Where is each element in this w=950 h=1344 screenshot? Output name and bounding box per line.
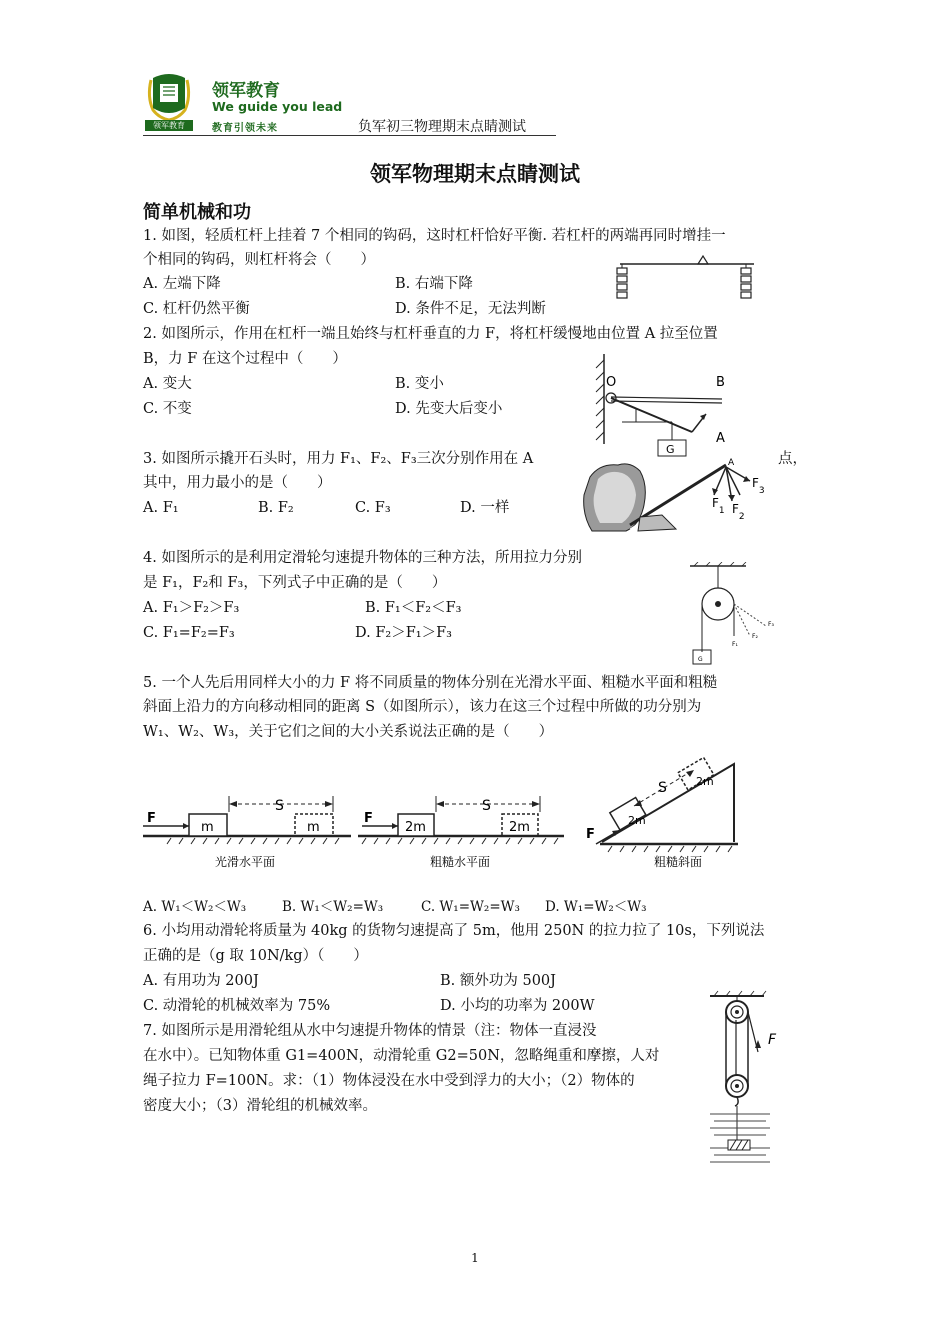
- q5-fig3-mass-moved: 2m: [696, 775, 714, 788]
- q3-line1-end: 点，: [778, 451, 807, 467]
- q5-option-b: B. W₁＜W₂=W₃: [282, 899, 384, 915]
- q5-fig1-mass-moved: m: [307, 820, 320, 835]
- q1-option-b: B. 右端下降: [395, 276, 473, 292]
- q4-option-b: B. F₁＜F₂＜F₃: [365, 600, 462, 616]
- q4-option-c: C. F₁=F₂=F₃: [143, 625, 235, 641]
- header-rule: [143, 135, 556, 136]
- q4-option-d: D. F₂＞F₁＞F₃: [355, 625, 452, 641]
- q4-option-a: A. F₁＞F₂＞F₃: [143, 600, 240, 616]
- q1-lever-figure: [612, 252, 762, 304]
- page-number: 1: [471, 1251, 479, 1265]
- q2-option-b: B. 变小: [395, 376, 444, 392]
- q2-line2: B，力 F 在这个过程中（ ）: [143, 351, 347, 367]
- q5-line2: 斜面上沿力的方向移动相同的距离 S（如图所示），该力在这三个过程中所做的功分别为: [143, 699, 702, 715]
- q2-fig-label-o: O: [606, 375, 617, 390]
- q7-pulley-water-figure: [700, 990, 790, 1172]
- logo-en: We guide you lead: [212, 99, 343, 114]
- q5-incline-figure: [582, 752, 752, 872]
- q5-fig2-caption: 粗糙水平面: [430, 855, 491, 869]
- q7-fig-label-f: F: [768, 1032, 777, 1048]
- q5-fig3-caption: 粗糙斜面: [654, 855, 703, 869]
- q2-option-c: C. 不变: [143, 401, 192, 417]
- q6-option-d: D. 小均的功率为 200W: [440, 998, 595, 1014]
- q6-line2: 正确的是（g 取 10N/kg）（ ）: [143, 948, 368, 964]
- q3-crowbar-figure: [578, 455, 778, 535]
- q5-option-a: A. W₁＜W₂＜W₃: [143, 899, 247, 915]
- logo-cn: 领军教育: [212, 81, 280, 101]
- q3-fig-label-f1: $F_1$: [712, 496, 725, 516]
- q2-fig-label-a: A: [716, 431, 725, 446]
- q7-line1: 7. 如图所示是用滑轮组从水中匀速提升物体的情景（注：物体一直浸没: [143, 1023, 597, 1039]
- logo-badge-text: 领军教育: [153, 121, 185, 130]
- doc-header-title: 负军初三物理期末点睛测试: [358, 119, 526, 135]
- q2-line1: 2. 如图所示，作用在杠杆一端且始终与杠杆垂直的力 F，将杠杆缓慢地由位置 A 拉至位置: [143, 326, 718, 342]
- q2-fig-label-b: B: [716, 375, 725, 390]
- q1-line1: 1. 如图，轻质杠杆上挂着 7 个相同的钩码，这时杠杆恰好平衡. 若杠杆的两端再同时增挂一: [143, 228, 726, 244]
- q5-fig3-mass: 2m: [628, 814, 646, 827]
- q7-line3: 绳子拉力 F=100N。求：（1）物体浸没在水中受到浮力的大小；（2）物体的: [143, 1073, 635, 1089]
- q7-line2: 在水中）。已知物体重 G1=400N，动滑轮重 G2=50N，忽略绳重和摩擦，人对: [143, 1048, 660, 1064]
- q1-option-c: C. 杠杆仍然平衡: [143, 301, 250, 317]
- q1-option-a: A. 左端下降: [143, 276, 221, 292]
- q3-fig-label-a: A: [728, 458, 735, 468]
- q2-option-d: D. 先变大后变小: [395, 401, 503, 417]
- logo-slogan: 教育引领未来: [212, 123, 278, 134]
- q4-line1: 4. 如图所示的是利用定滑轮匀速提升物体的三种方法，所用拉力分别: [143, 550, 582, 566]
- q6-option-b: B. 额外功为 500J: [440, 973, 556, 989]
- q5-option-d: D. W₁=W₂＜W₃: [545, 899, 647, 915]
- q4-pulley-figure: [686, 562, 786, 666]
- q5-fig2-mass: 2m: [405, 820, 426, 835]
- q5-line1: 5. 一个人先后用同样大小的力 F 将不同质量的物体分别在光滑水平面、粗糙水平面和粗糙: [143, 675, 718, 691]
- q4-fig-label-f2: F₂: [752, 633, 758, 640]
- q2-lever-figure: [592, 352, 742, 462]
- q4-fig-label-f1: F₁: [732, 641, 738, 648]
- q5-line3: W₁、W₂、W₃，关于它们之间的大小关系说法正确的是（ ）: [143, 724, 554, 740]
- q5-option-c: C. W₁=W₂=W₃: [421, 899, 520, 915]
- q5-fig1-mass: m: [201, 820, 214, 835]
- q5-fig2-label-s: S: [482, 798, 491, 814]
- logo: [143, 72, 195, 132]
- q2-fig-label-g: G: [666, 443, 675, 456]
- q5-fig3-label-f: F: [586, 827, 595, 842]
- q3-option-c: C. F₃: [355, 500, 391, 516]
- q3-option-d: D. 一样: [460, 500, 510, 516]
- q2-option-a: A. 变大: [143, 376, 192, 392]
- q3-option-a: A. F₁: [143, 500, 179, 516]
- q5-fig1-label-f: F: [147, 811, 156, 826]
- q6-option-c: C. 动滑轮的机械效率为 75%: [143, 998, 331, 1014]
- q7-line4: 密度大小；（3）滑轮组的机械效率。: [143, 1098, 377, 1114]
- q1-option-d: D. 条件不足，无法判断: [395, 301, 546, 317]
- section-heading: 简单机械和功: [143, 202, 251, 223]
- q5-fig2-mass-moved: 2m: [509, 820, 530, 835]
- q3-fig-label-f2: $F_2$: [732, 502, 745, 522]
- q3-line2: 其中，用力最小的是（ ）: [143, 475, 332, 491]
- q3-fig-label-f3: $F_3$: [752, 476, 765, 496]
- q4-fig-label-f3: F₃: [768, 621, 774, 628]
- q5-fig1-caption: 光滑水平面: [215, 855, 276, 869]
- q5-fig2-label-f: F: [364, 811, 373, 826]
- q3-option-b: B. F₂: [258, 500, 294, 516]
- q5-smooth-surface-figure: [143, 790, 355, 872]
- q6-line1: 6. 小均用动滑轮将质量为 40kg 的货物匀速提高了 5m，他用 250N 的拉力拉了 10s，下列说法: [143, 923, 765, 939]
- q6-option-a: A. 有用功为 200J: [143, 973, 259, 989]
- q5-rough-surface-figure: [358, 790, 570, 872]
- q5-fig3-label-s: S: [658, 780, 667, 796]
- q1-line2: 个相同的钩码，则杠杆将会（ ）: [143, 252, 375, 268]
- page-title: 领军物理期末点睛测试: [370, 162, 580, 186]
- q4-fig-label-g: G: [698, 656, 703, 663]
- q5-fig1-label-s: S: [275, 798, 284, 814]
- q4-line2: 是 F₁，F₂和 F₃，下列式子中正确的是（ ）: [143, 575, 447, 591]
- q3-line1: 3. 如图所示撬开石头时，用力 F₁、F₂、F₃三次分别作用在 A: [143, 451, 534, 467]
